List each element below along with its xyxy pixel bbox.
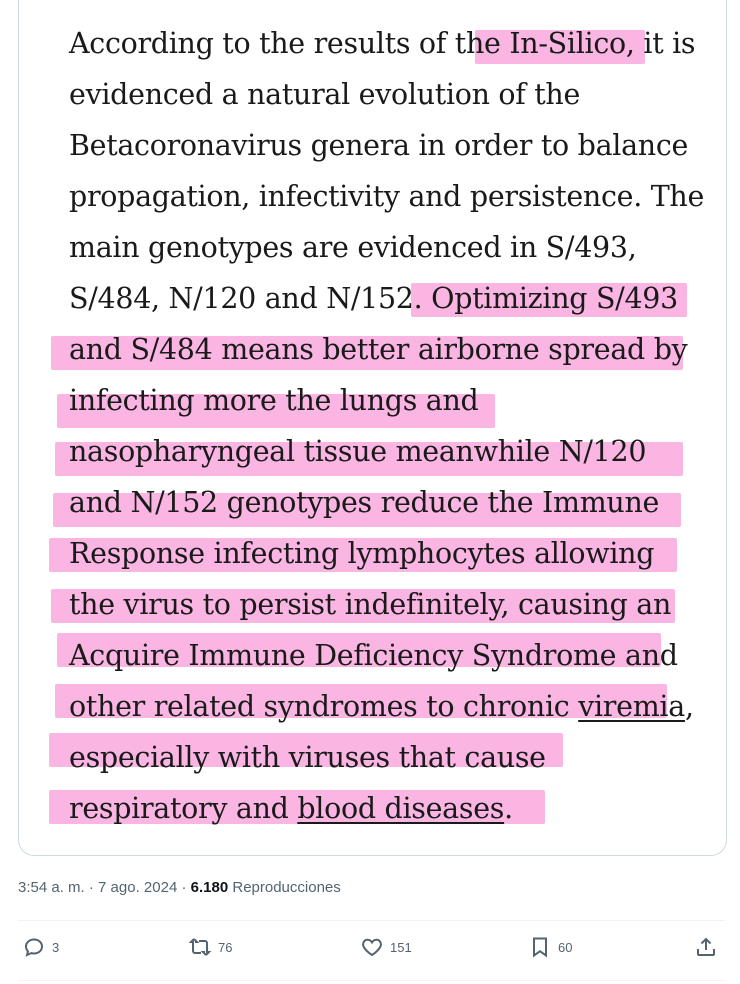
text-run: and S/484 means better airborne spread by [69, 333, 688, 366]
article-line [69, 477, 719, 528]
repost-button[interactable] [188, 935, 232, 959]
article-line [69, 120, 719, 171]
text-run: other related syndromes to chronic [69, 690, 579, 723]
article-line [69, 783, 719, 834]
article-line [69, 18, 719, 69]
divider [18, 920, 725, 921]
text-run: Betacoronavirus genera in order to balance [69, 129, 689, 162]
article-line [69, 579, 719, 630]
article-line [69, 426, 719, 477]
text-run: . [504, 792, 513, 825]
bookmark-count: 60 [558, 939, 573, 955]
text-run: respiratory and [69, 792, 298, 825]
article-line [69, 69, 719, 120]
tweet-image-card[interactable] [18, 0, 727, 856]
article-line [69, 528, 719, 579]
bookmark-icon [528, 935, 552, 959]
text-run: nasopharyngeal tissue meanwhile N/120 [69, 435, 647, 468]
tweet-time[interactable]: 3:54 a. m. [18, 879, 85, 896]
article-line [69, 681, 719, 732]
text-run: According to the results of the In-Silico, it is [69, 27, 696, 60]
underlined-term: viremia [578, 690, 685, 723]
article-line [69, 222, 719, 273]
text-run: Response infecting lymphocytes allowing [69, 537, 655, 570]
repost-icon [188, 935, 212, 959]
text-run: S/484, N/120 and N/152. Optimizing S/493 [69, 282, 678, 315]
underlined-term: blood diseases [297, 792, 505, 825]
text-run: infecting more the lungs and [69, 384, 479, 417]
views-label: Reproducciones [228, 879, 341, 896]
text-run: evidenced a natural evolution of the [69, 78, 581, 111]
heart-icon [360, 935, 384, 959]
text-run: the virus to persist indefinitely, causing an [69, 588, 672, 621]
reply-count: 3 [52, 939, 60, 955]
text-run: especially with viruses that cause [69, 741, 546, 774]
article-line [69, 732, 719, 783]
like-button[interactable] [360, 935, 412, 959]
meta-separator: · [84, 879, 99, 896]
tweet-date[interactable]: 7 ago. 2024 [98, 879, 178, 896]
article-line [69, 324, 719, 375]
like-count: 151 [390, 939, 412, 955]
view-count: 6.180 [190, 879, 229, 896]
text-run: Acquire Immune Deficiency Syndrome and [69, 639, 678, 672]
article-text [69, 18, 719, 834]
share-icon [694, 935, 718, 959]
article-line [69, 171, 719, 222]
text-run: and N/152 genotypes reduce the Immune [69, 486, 660, 519]
article-line [69, 375, 719, 426]
text-run: , [684, 690, 694, 723]
article-line [69, 273, 719, 324]
reply-icon [22, 935, 46, 959]
reply-button[interactable] [22, 935, 59, 959]
divider [18, 980, 725, 981]
article-line [69, 630, 719, 681]
tweet-actions [18, 935, 725, 969]
share-button[interactable] [694, 935, 718, 959]
meta-separator: · [177, 879, 191, 896]
bookmark-button[interactable] [528, 935, 572, 959]
repost-count: 76 [218, 939, 233, 955]
tweet-metadata [18, 879, 341, 896]
text-run: propagation, infectivity and persistence. The [69, 180, 705, 213]
text-run: main genotypes are evidenced in S/493, [69, 231, 637, 264]
